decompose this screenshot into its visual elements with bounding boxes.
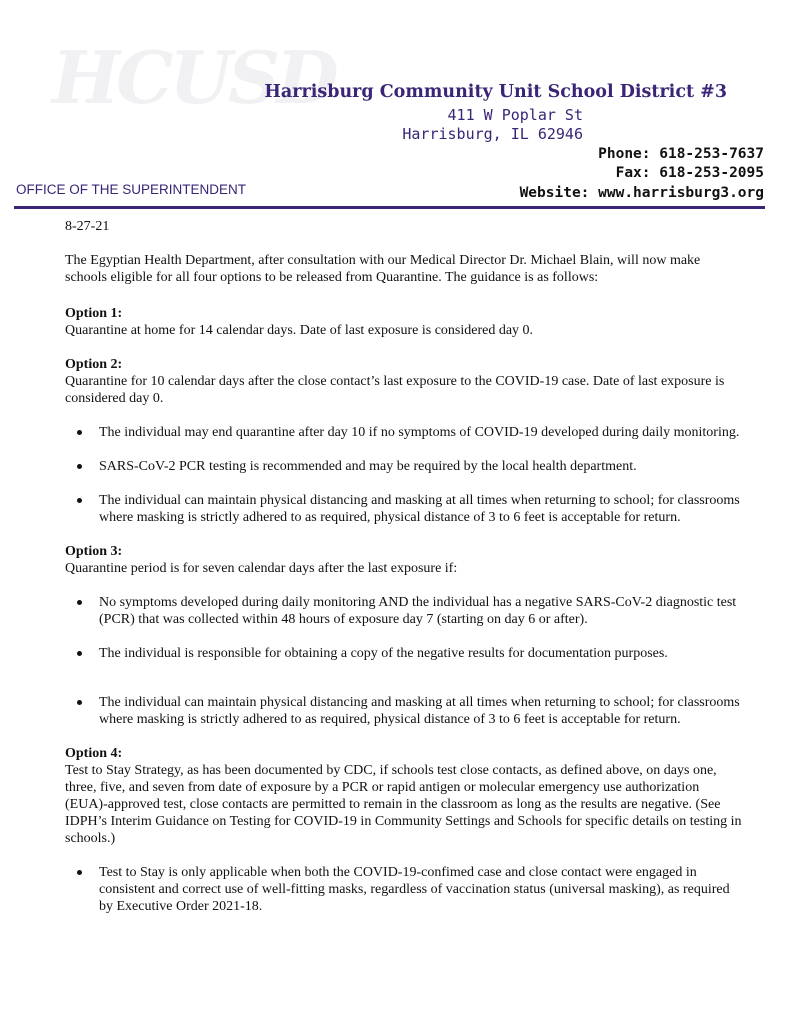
phone-number: Phone: 618-253-7637 [598,146,764,162]
address-city: Harrisburg, IL 62946 [402,125,583,143]
district-name: Harrisburg Community Unit School District #3 [264,82,727,102]
option-2-bullets [65,424,745,526]
district-logo-watermark: HCUSD [52,35,335,120]
list-item: Test to Stay is only applicable when both the COVID-19-confimed case and close contact were engaged in consistent and correct use of well-fitting masks, regardless of vaccination status (universal masking), as required by Executive Order 2021-18. [65,864,745,915]
list-item: The individual can maintain physical distancing and masking at all times when returning to school; for classrooms where masking is strictly adhered to as required, physical distance of 3 to 6 feet is acceptable for return. [65,492,745,526]
option-title: Option 2: [65,357,123,372]
office-label: OFFICE OF THE SUPERINTENDENT [16,182,247,197]
list-item: SARS-CoV-2 PCR testing is recommended and may be required by the local health department. [65,458,745,475]
list-item: No symptoms developed during daily monitoring AND the individual has a negative SARS-CoV-2 diagnostic test (PCR) that was collected within 48 hours of exposure day 7 (starting on day 6 or after). [65,594,745,628]
option-3-bullets [65,594,745,728]
website: Website: www.harrisburg3.org [519,185,764,201]
list-item: The individual is responsible for obtaining a copy of the negative results for documentation purposes. [65,645,745,662]
option-body: Test to Stay Strategy, as has been documented by CDC, if schools test close contacts, as defined above, on days one, three, five, and seven from date of exposure by a PCR or rapid antigen or molecular emergency use authorization (EUA)-approved test, close contacts are permitted to remain in the classroom as long as the results are negative. (See IDPH’s Interim Guidance on Testing for COVID-19 in Community Settings and Schools for specific details on testing in schools.) [65,763,742,846]
option-body: Quarantine period is for seven calendar days after the last exposure if: [65,561,458,576]
option-4-bullets [65,864,745,915]
list-item: The individual can maintain physical distancing and masking at all times when returning to school; for classrooms where masking is strictly adhered to as required, physical distance of 3 to 6 feet is acceptable for return. [65,694,745,728]
option-title: Option 1: [65,306,123,321]
option-title: Option 3: [65,544,123,559]
letter-body [65,218,745,932]
option-3 [65,543,745,728]
letter-date: 8-27-21 [65,219,110,234]
option-2 [65,356,745,526]
option-4 [65,745,745,915]
header-divider [14,206,765,209]
option-1 [65,305,745,339]
fax-number: Fax: 618-253-2095 [615,165,764,181]
list-item: The individual may end quarantine after day 10 if no symptoms of COVID-19 developed during daily monitoring. [65,424,745,441]
address-street: 411 W Poplar St [447,106,583,124]
option-body: Quarantine at home for 14 calendar days. Date of last exposure is considered day 0. [65,323,534,338]
intro-paragraph: The Egyptian Health Department, after consultation with our Medical Director Dr. Michael Blain, will now make schools eligible for all four options to be released from Quarantine. The guidance is as follows: [65,253,701,285]
option-title: Option 4: [65,746,123,761]
option-body: Quarantine for 10 calendar days after the close contact’s last exposure to the COVID-19 case. Date of last exposure is considered day 0. [65,374,725,406]
